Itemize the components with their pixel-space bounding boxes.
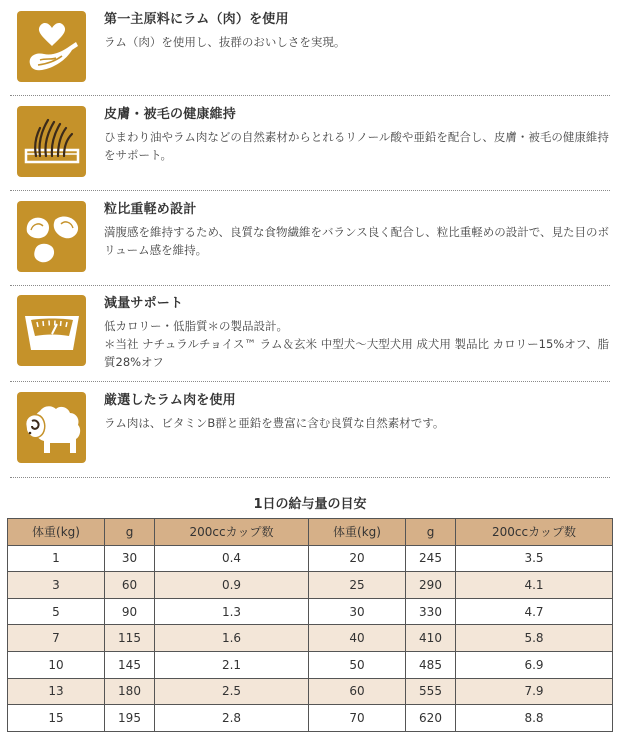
skin-hair-icon (17, 106, 86, 177)
table-cell: 2.5 (155, 678, 309, 705)
table-row (8, 651, 613, 678)
table-cell: 4.1 (456, 572, 613, 599)
table-cell: 20 (309, 545, 406, 572)
table-cell: 60 (105, 572, 155, 599)
feature-title: 粒比重軽め設計 (104, 202, 197, 217)
feeding-table-title: 1日の給与量の目安 (253, 497, 367, 512)
table-cell: 90 (105, 598, 155, 625)
table-cell: 115 (105, 625, 155, 652)
table-cell: 10 (8, 651, 105, 678)
table-row (8, 625, 613, 652)
column-header-weight: 体重(kg) (8, 519, 105, 546)
feature-description: 低カロリー・低脂質＊の製品設計。 ＊当社 ナチュラルチョイス™ ラム＆玄米 中型犬～大型犬用 成犬用 製品比 カロリー15%オフ、脂質28%オフ (104, 319, 609, 369)
table-cell: 180 (105, 678, 155, 705)
table-row (8, 545, 613, 572)
column-header-weight: 体重(kg) (309, 519, 406, 546)
table-cell: 2.8 (155, 705, 309, 732)
table-cell: 13 (8, 678, 105, 705)
table-cell: 25 (309, 572, 406, 599)
table-cell: 145 (105, 651, 155, 678)
table-row (8, 705, 613, 732)
column-header-grams: g (105, 519, 155, 546)
table-cell: 50 (309, 651, 406, 678)
kibble-icon (17, 201, 86, 272)
feature-item (10, 191, 610, 286)
table-cell: 620 (406, 705, 456, 732)
table-cell: 3 (8, 572, 105, 599)
table-cell: 0.4 (155, 545, 309, 572)
feeding-table (7, 518, 613, 732)
feature-description: ラム肉は、ビタミンB群と亜鉛を豊富に含む良質な自然素材です。 (104, 416, 445, 430)
table-cell: 0.9 (155, 572, 309, 599)
table-cell: 1 (8, 545, 105, 572)
table-cell: 2.1 (155, 651, 309, 678)
feature-description: 満腹感を維持するため、良質な食物繊維をバランス良く配合し、粒比重軽めの設計で、見た目のボリューム感を維持。 (104, 225, 609, 257)
column-header-cups: 200ccカップ数 (456, 519, 613, 546)
table-cell: 7 (8, 625, 105, 652)
heart-meat-icon (17, 11, 86, 82)
table-cell: 485 (406, 651, 456, 678)
feature-item (10, 0, 610, 96)
table-row (8, 598, 613, 625)
sheep-icon (17, 392, 86, 463)
table-cell: 5.8 (456, 625, 613, 652)
table-cell: 290 (406, 572, 456, 599)
feature-item (10, 286, 610, 382)
column-header-grams: g (406, 519, 456, 546)
table-cell: 410 (406, 625, 456, 652)
table-cell: 3.5 (456, 545, 613, 572)
table-row (8, 678, 613, 705)
table-row (8, 572, 613, 599)
table-cell: 70 (309, 705, 406, 732)
feature-title: 第一主原料にラム（肉）を使用 (104, 12, 289, 27)
table-cell: 15 (8, 705, 105, 732)
table-cell: 7.9 (456, 678, 613, 705)
feature-title: 皮膚・被毛の健康維持 (104, 107, 237, 122)
table-cell: 195 (105, 705, 155, 732)
table-cell: 60 (309, 678, 406, 705)
table-cell: 5 (8, 598, 105, 625)
table-cell: 6.9 (456, 651, 613, 678)
table-cell: 555 (406, 678, 456, 705)
feature-description: ひまわり油やラム肉などの自然素材からとれるリノール酸や亜鉛を配合し、皮膚・被毛の健康維持をサポート。 (104, 130, 609, 162)
table-cell: 1.3 (155, 598, 309, 625)
feature-item (10, 96, 610, 191)
table-cell: 245 (406, 545, 456, 572)
table-cell: 4.7 (456, 598, 613, 625)
table-cell: 30 (105, 545, 155, 572)
table-cell: 1.6 (155, 625, 309, 652)
feature-description: ラム（肉）を使用し、抜群のおいしさを実現。 (104, 35, 346, 49)
table-cell: 330 (406, 598, 456, 625)
table-cell: 40 (309, 625, 406, 652)
feature-item (10, 382, 610, 478)
table-cell: 8.8 (456, 705, 613, 732)
table-header-row (8, 519, 613, 546)
scale-icon (17, 295, 86, 366)
table-cell: 30 (309, 598, 406, 625)
column-header-cups: 200ccカップ数 (155, 519, 309, 546)
feature-list (10, 0, 610, 478)
feature-title: 厳選したラム肉を使用 (104, 393, 236, 408)
feature-title: 減量サポート (104, 296, 184, 311)
